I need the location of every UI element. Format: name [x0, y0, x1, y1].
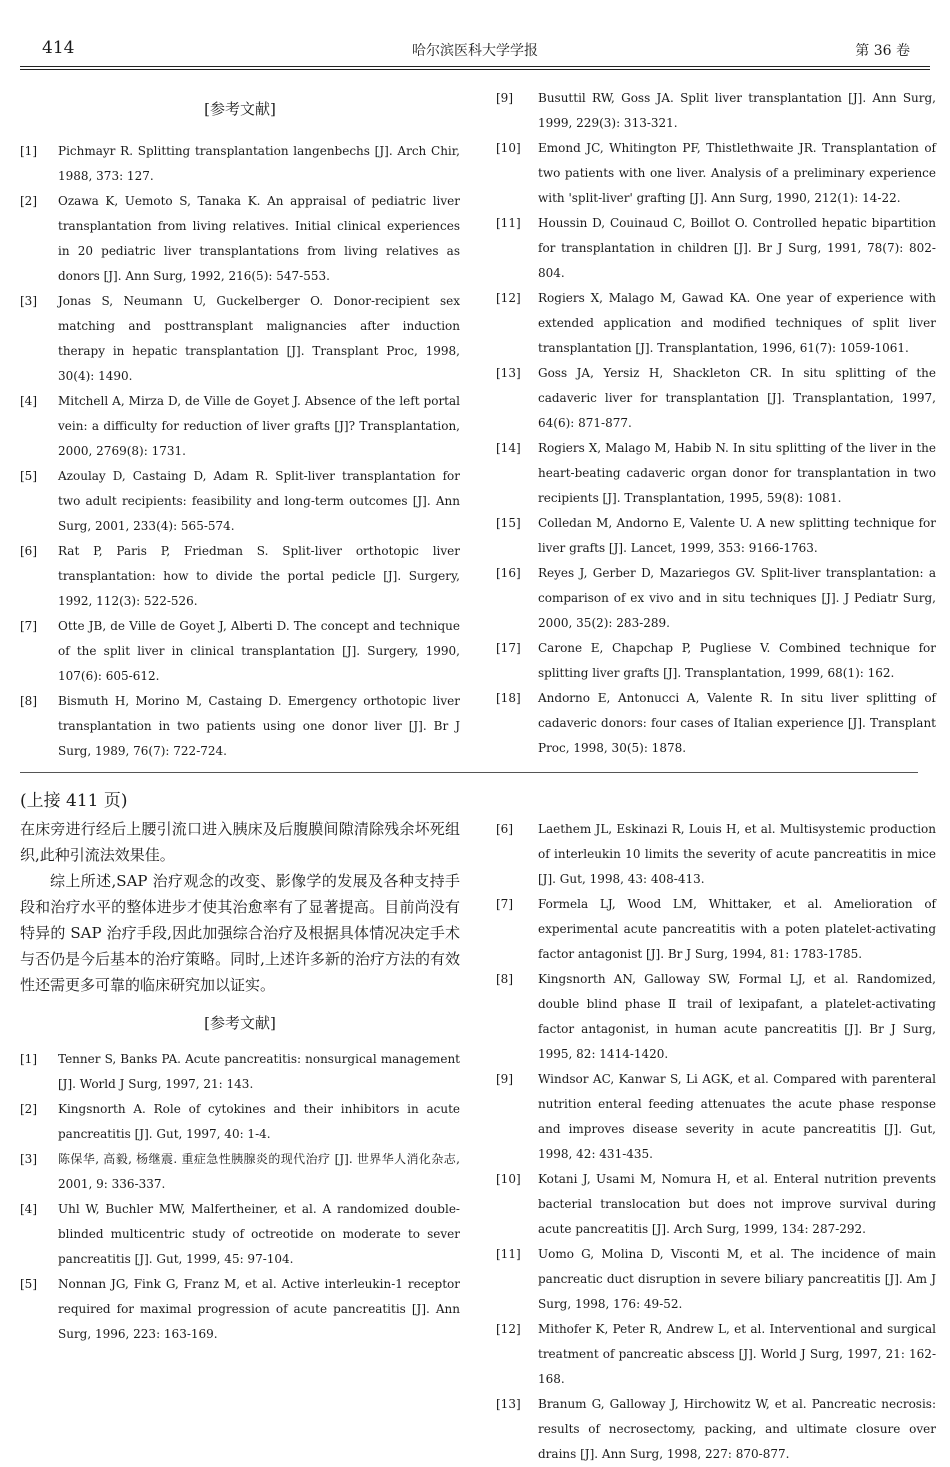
reference-text: Busuttil RW, Goss JA. Split liver transplantation [J]. Ann Surg, 1999, 229(3): 313-321. [538, 91, 936, 130]
reference-number: [1] [20, 144, 37, 158]
reference-item [496, 967, 936, 1067]
reference-text: Rogiers X, Malago M, Habib N. In situ splitting of the liver in the heart-beating cadaveric organ donor for transplantation in two recipients [J]. Transplantation, 1995, 59(8): 1081. [538, 441, 936, 505]
reference-text: Ozawa K, Uemoto S, Tanaka K. An appraisal of pediatric liver transplantation from living relatives. Initial clinical experiences in 20 pediatric liver transplantations from living relatives as donors [J]. Ann Surg, 1992, 216(5): 547-553. [58, 194, 460, 283]
reference-list [496, 86, 936, 761]
continued-note: (上接 411 页) [20, 791, 128, 811]
page-number: 414 [42, 38, 75, 58]
reference-item [496, 1392, 936, 1467]
reference-item [20, 1197, 460, 1272]
reference-text: Emond JC, Whitington PF, Thistlethwaite JR. Transplantation of two patients with one liver. Analysis of a preliminary experience with 'split-liver' grafting [J]. Ann Surg, 1990, 212(1): 14-22. [538, 141, 936, 205]
reference-item [496, 686, 936, 761]
reference-item [20, 464, 460, 539]
reference-item [496, 436, 936, 511]
journal-title: 哈尔滨医科大学学报 [412, 43, 538, 59]
header-rule [20, 69, 930, 70]
reference-number: [11] [496, 216, 521, 230]
reference-number: [8] [496, 972, 513, 986]
reference-item [496, 1317, 936, 1392]
reference-text: Jonas S, Neumann U, Guckelberger O. Donor-recipient sex matching and posttransplant malignancies after induction therapy in hepatic transplantation [J]. Transplant Proc, 1998, 30(4): 1490. [58, 294, 460, 383]
reference-item [20, 139, 460, 189]
reference-number: [4] [20, 1202, 37, 1216]
reference-item [20, 689, 460, 764]
reference-list [20, 1047, 460, 1347]
section-divider [20, 772, 918, 773]
references-heading: [参考文献] [204, 1014, 276, 1032]
reference-number: [11] [496, 1247, 521, 1261]
reference-item [20, 1272, 460, 1347]
reference-item [20, 289, 460, 389]
reference-item [20, 389, 460, 464]
reference-number: [16] [496, 566, 521, 580]
reference-text: Kingsnorth AN, Galloway SW, Formal LJ, et al. Randomized, double blind phase Ⅱ trail of lexipafant, a platelet-activating factor antagonist, in human acute pancreatitis [J]. Br J Surg, 1995, 82: 1414-1420. [538, 972, 936, 1061]
reference-number: [9] [496, 1072, 513, 1086]
reference-item [20, 614, 460, 689]
reference-number: [6] [20, 544, 37, 558]
page-header [20, 38, 930, 62]
reference-text: Otte JB, de Ville de Goyet J, Alberti D. The concept and technique of the split liver in clinical transplantation [J]. Surgery, 1990, 107(6): 605-612. [58, 619, 460, 683]
header-rule [20, 66, 930, 67]
reference-list [496, 817, 936, 1467]
reference-item [20, 1047, 460, 1097]
body-paragraph: 综上所述,SAP 治疗观念的改变、影像学的发展及各种支持手段和治疗水平的整体进步才使其治愈率有了显著提高。目前尚没有特异的 SAP 治疗手段,因此加强综合治疗及根据具体情况决定手术与否仍是今后基本的治疗策略。同时,上述许多新的治疗方法的有效性还需更多可靠的临床研究加以证实。 [20, 872, 460, 994]
reference-number: [3] [20, 1152, 37, 1166]
reference-number: [15] [496, 516, 521, 530]
volume-label: 第 36 卷 [855, 43, 910, 59]
top-right-column [496, 86, 936, 761]
reference-item [496, 286, 936, 361]
reference-list [20, 139, 460, 764]
reference-number: [10] [496, 1172, 521, 1186]
reference-item [496, 511, 936, 561]
reference-text: Rogiers X, Malago M, Gawad KA. One year of experience with extended application and modified techniques of split liver transplantation [J]. Transplantation, 1996, 61(7): 1059-1061. [538, 291, 936, 355]
reference-item [20, 1097, 460, 1147]
reference-number: [12] [496, 1322, 521, 1336]
reference-item [496, 361, 936, 436]
reference-number: [5] [20, 469, 37, 483]
bottom-right-column [496, 817, 936, 1467]
reference-item [496, 211, 936, 286]
reference-text: Formela LJ, Wood LM, Whittaker, et al. Amelioration of experimental acute pancreatitis with a poten platelet-activating factor antagonist [J]. Br J Surg, 1994, 81: 1783-1785. [538, 897, 936, 961]
reference-item [20, 1147, 460, 1197]
reference-text: Kotani J, Usami M, Nomura H, et al. Enteral nutrition prevents bacterial translocation but does not improve survival during acute pancreatitis [J]. Arch Surg, 1999, 134: 287-292. [538, 1172, 936, 1236]
reference-item [20, 539, 460, 614]
reference-number: [3] [20, 294, 37, 308]
references-heading: [参考文献] [204, 100, 276, 118]
top-left-column [20, 98, 460, 764]
reference-item [496, 1242, 936, 1317]
reference-number: [14] [496, 441, 521, 455]
reference-text: Houssin D, Couinaud C, Boillot O. Controlled hepatic bipartition for transplantation in children [J]. Br J Surg, 1991, 78(7): 802-804. [538, 216, 936, 280]
reference-text: Uomo G, Molina D, Visconti M, et al. The incidence of main pancreatic duct disruption in severe biliary pancreatitis [J]. Am J Surg, 1998, 176: 49-52. [538, 1247, 936, 1311]
reference-number: [13] [496, 366, 521, 380]
reference-text: Rat P, Paris P, Friedman S. Split-liver orthotopic liver transplantation: how to divide the portal pedicle [J]. Surgery, 1992, 112(3): 522-526. [58, 544, 460, 608]
reference-item [496, 561, 936, 636]
reference-text: Tenner S, Banks PA. Acute pancreatitis: nonsurgical management [J]. World J Surg, 1997, 21: 143. [58, 1052, 460, 1091]
reference-number: [12] [496, 291, 521, 305]
reference-number: [5] [20, 1277, 37, 1291]
reference-item [496, 817, 936, 892]
reference-text: 陈保华, 高毅, 杨继震. 重症急性胰腺炎的现代治疗 [J]. 世界华人消化杂志, 2001, 9: 336-337. [58, 1152, 460, 1191]
reference-number: [4] [20, 394, 37, 408]
reference-number: [8] [20, 694, 37, 708]
reference-text: Carone E, Chapchap P, Pugliese V. Combined technique for splitting liver grafts [J]. Transplantation, 1999, 68(1): 162. [538, 641, 936, 680]
bottom-left-column [20, 788, 460, 1347]
reference-number: [2] [20, 194, 37, 208]
reference-number: [1] [20, 1052, 37, 1066]
reference-text: Colledan M, Andorno E, Valente U. A new splitting technique for liver grafts [J]. Lancet, 1999, 353: 9166-1763. [538, 516, 936, 555]
reference-number: [6] [496, 822, 513, 836]
reference-number: [10] [496, 141, 521, 155]
reference-item [496, 1167, 936, 1242]
reference-text: Mitchell A, Mirza D, de Ville de Goyet J. Absence of the left portal vein: a difficulty for reduction of liver grafts [J]? Transplantation, 2000, 2769(8): 1731. [58, 394, 460, 458]
reference-item [496, 1067, 936, 1167]
reference-text: Azoulay D, Castaing D, Adam R. Split-liver transplantation for two adult recipients: feasibility and long-term outcomes [J]. Ann Surg, 2001, 233(4): 565-574. [58, 469, 460, 533]
reference-item [496, 136, 936, 211]
reference-text: Kingsnorth A. Role of cytokines and their inhibitors in acute pancreatitis [J]. Gut, 1997, 40: 1-4. [58, 1102, 460, 1141]
reference-text: Goss JA, Yersiz H, Shackleton CR. In situ splitting of the cadaveric liver for transplantation [J]. Transplantation, 1997, 64(6): 871-877. [538, 366, 936, 430]
reference-item [496, 892, 936, 967]
reference-text: Laethem JL, Eskinazi R, Louis H, et al. Multisystemic production of interleukin 10 limits the severity of acute pancreatitis in mice [J]. Gut, 1998, 43: 408-413. [538, 822, 936, 886]
reference-number: [2] [20, 1102, 37, 1116]
reference-item [20, 189, 460, 289]
reference-text: Andorno E, Antonucci A, Valente R. In situ liver splitting of cadaveric donors: four cases of Italian experience [J]. Transplant Proc, 1998, 30(5): 1878. [538, 691, 936, 755]
reference-number: [7] [20, 619, 37, 633]
reference-text: Mithofer K, Peter R, Andrew L, et al. Interventional and surgical treatment of pancreatic abscess [J]. World J Surg, 1997, 21: 162-168. [538, 1322, 936, 1386]
reference-number: [17] [496, 641, 521, 655]
reference-text: Nonnan JG, Fink G, Franz M, et al. Active interleukin-1 receptor required for maximal progression of acute pancreatitis [J]. Ann Surg, 1996, 223: 163-169. [58, 1277, 460, 1341]
reference-number: [9] [496, 91, 513, 105]
reference-item [496, 86, 936, 136]
reference-text: Bismuth H, Morino M, Castaing D. Emergency orthotopic liver transplantation in two patients using one donor liver [J]. Br J Surg, 1989, 76(7): 722-724. [58, 694, 460, 758]
reference-text: Windsor AC, Kanwar S, Li AGK, et al. Compared with parenteral nutrition enteral feeding attenuates the acute phase response and improves disease severity in acute pancreatitis [J]. Gut, 1998, 42: 431-435. [538, 1072, 936, 1161]
reference-number: [18] [496, 691, 521, 705]
reference-number: [13] [496, 1397, 521, 1411]
reference-item [496, 636, 936, 686]
reference-text: Uhl W, Buchler MW, Malfertheiner, et al. A randomized double-blinded multicentric study of octreotide on moderate to sever pancreatitis [J]. Gut, 1999, 45: 97-104. [58, 1202, 460, 1266]
reference-text: Pichmayr R. Splitting transplantation langenbechs [J]. Arch Chir, 1988, 373: 127. [58, 144, 460, 183]
reference-number: [7] [496, 897, 513, 911]
reference-text: Reyes J, Gerber D, Mazariegos GV. Split-liver transplantation: a comparison of ex vivo and in situ techniques [J]. J Pediatr Surg, 2000, 35(2): 283-289. [538, 566, 936, 630]
reference-text: Branum G, Galloway J, Hirchowitz W, et al. Pancreatic necrosis: results of necrosectomy, packing, and ultimate closure over drains [J]. Ann Surg, 1998, 227: 870-877. [538, 1397, 936, 1461]
body-paragraph: 在床旁进行经后上腰引流口进入胰床及后腹膜间隙清除残余坏死组织,此种引流法效果佳。 [20, 820, 460, 864]
